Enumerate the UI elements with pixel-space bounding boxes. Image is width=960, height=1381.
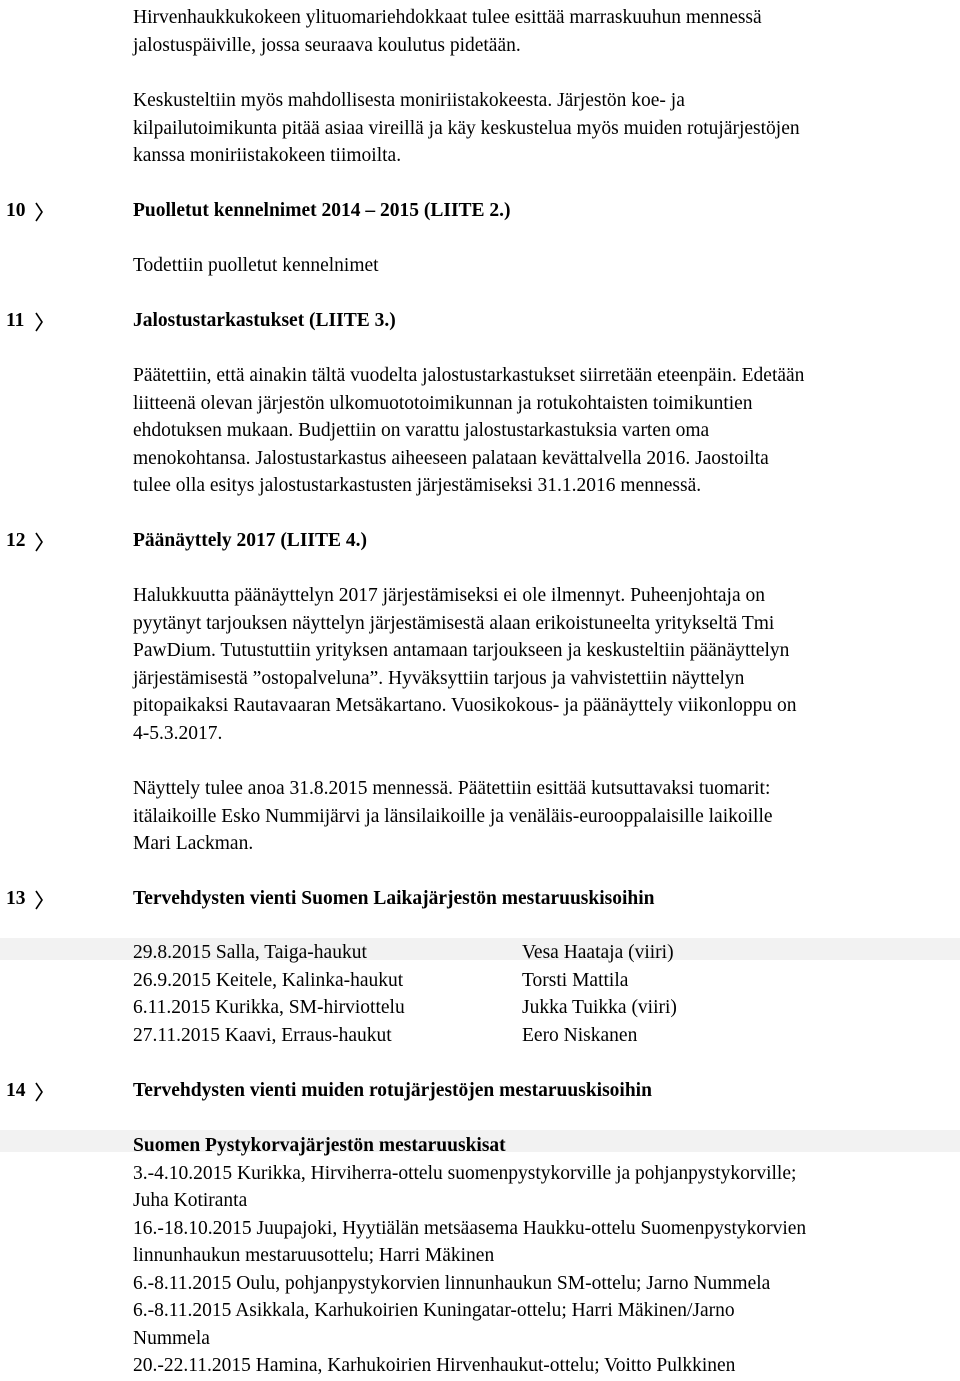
section-14-heading bbox=[0, 1077, 960, 1105]
section-symbol-icon bbox=[33, 531, 45, 553]
text-line: menokohtansa. Jalostustarkastus aiheeseen palataan kevättalvella 2016. Jaostoilta bbox=[133, 447, 769, 469]
person-cell: Vesa Haataja (viiri) bbox=[522, 942, 674, 963]
text-line: Juha Kotiranta bbox=[133, 1190, 248, 1211]
text-line: Todettiin puolletut kennelnimet bbox=[133, 255, 379, 276]
text-line: Nummela bbox=[133, 1327, 210, 1349]
text-line: Mari Lackman. bbox=[133, 833, 254, 854]
championship-greetings-table bbox=[133, 939, 958, 1049]
text-line: 20.-22.11.2015 Hamina, Karhukoirien Hirvenhaukut-ottelu; Voitto Pulkkinen bbox=[133, 1355, 736, 1376]
text-line: järjestämisestä ”ostopalveluna”. Hyväksyttiin tarjous ja vahvistettiin näyttelyn bbox=[133, 667, 745, 689]
section-number: 10 bbox=[6, 200, 26, 221]
text-line: liitteenä olevan järjestön ulkomuototoimikunnan ja rotukohtaisten toimikuntien bbox=[133, 392, 753, 414]
section-title: Päänäyttely 2017 (LIITE 4.) bbox=[133, 530, 367, 551]
person-cell: Jukka Tuikka (viiri) bbox=[522, 997, 677, 1018]
text-line: pyytänyt tarjouksen näyttelyn järjestämisestä alaan erikoistuneelta yritykseltä Tmi bbox=[133, 612, 775, 634]
section-title: Tervehdysten vienti muiden rotujärjestöjen mestaruuskisoihin bbox=[133, 1080, 652, 1101]
text-line: Keskusteltiin myös mahdollisesta moniriistakokeesta. Järjestön koe- ja bbox=[133, 90, 685, 111]
section-symbol-icon bbox=[33, 311, 45, 333]
text-line: 4-5.3.2017. bbox=[133, 722, 223, 744]
text-line: kanssa moniriistakokeen tiimoilta. bbox=[133, 145, 402, 166]
section-14-body bbox=[133, 1132, 958, 1380]
section-symbol-icon bbox=[33, 889, 45, 911]
event-cell: 6.11.2015 Kurikka, SM-hirviottelu bbox=[133, 997, 405, 1018]
person-cell: Eero Niskanen bbox=[522, 1024, 638, 1046]
section-12-body-1 bbox=[133, 582, 958, 747]
section-11-body bbox=[133, 362, 958, 500]
section-title: Jalostustarkastukset (LIITE 3.) bbox=[133, 310, 396, 331]
text-line: ehdotuksen mukaan. Budjettiin on varattu jalostustarkastuksia varten oma bbox=[133, 420, 710, 441]
text-line: linnunhaukun mestaruusottelu; Harri Mäkinen bbox=[133, 1245, 495, 1266]
text-line: 6.-8.11.2015 Asikkala, Karhukoirien Kuningatar-ottelu; Harri Mäkinen/Jarno bbox=[133, 1300, 735, 1321]
intro-paragraph-2 bbox=[133, 87, 958, 170]
section-10-heading bbox=[0, 197, 960, 225]
person-cell: Torsti Mattila bbox=[522, 969, 629, 991]
text-line: 16.-18.10.2015 Juupajoki, Hyytiälän metsäasema Haukku-ottelu Suomenpystykorvien bbox=[133, 1217, 807, 1239]
section-number: 14 bbox=[6, 1080, 26, 1101]
event-cell: 29.8.2015 Salla, Taiga-haukut bbox=[133, 942, 367, 963]
section-13-heading bbox=[0, 885, 960, 913]
section-12-body-2 bbox=[133, 775, 958, 858]
text-line: Näyttely tulee anoa 31.8.2015 mennessä. Päätettiin esittää kutsuttavaksi tuomarit: bbox=[133, 778, 771, 799]
section-number: 13 bbox=[6, 888, 26, 909]
table-row bbox=[133, 939, 958, 967]
section-title: Puolletut kennelnimet 2014 – 2015 (LIITE 2.) bbox=[133, 200, 511, 221]
intro-paragraph-1 bbox=[133, 4, 958, 59]
section-symbol-icon bbox=[33, 201, 45, 223]
text-line: 6.-8.11.2015 Oulu, pohjanpystykorvien linnunhaukun SM-ottelu; Jarno Nummela bbox=[133, 1272, 771, 1294]
section-number: 11 bbox=[6, 310, 25, 331]
text-line: PawDium. Tutustuttiin yrityksen antamaan tarjoukseen ja keskusteltiin päänäyttelyn bbox=[133, 640, 790, 661]
table-row bbox=[133, 994, 958, 1022]
text-line: Hirvenhaukkukokeen ylituomariehdokkaat tulee esittää marraskuuhun mennessä bbox=[133, 7, 762, 28]
table-row bbox=[133, 1022, 958, 1050]
event-cell: 27.11.2015 Kaavi, Erraus-haukut bbox=[133, 1024, 392, 1046]
table-row bbox=[133, 967, 958, 995]
section-symbol-icon bbox=[33, 1081, 45, 1103]
section-title: Tervehdysten vienti Suomen Laikajärjestön mestaruuskisoihin bbox=[133, 888, 655, 909]
subheading: Suomen Pystykorvajärjestön mestaruuskisat bbox=[133, 1135, 506, 1156]
text-line: Päätettiin, että ainakin tältä vuodelta jalostustarkastukset siirretään eteenpäin. Edetään bbox=[133, 365, 805, 386]
text-line: pitopaikaksi Rautavaaran Metsäkartano. Vuosikokous- ja päänäyttely viikonloppu on bbox=[133, 695, 797, 716]
section-10-body bbox=[133, 252, 958, 280]
text-line: itälaikoille Esko Nummijärvi ja länsilaikoille ja venäläis-eurooppalaisille laikoille bbox=[133, 805, 773, 827]
section-11-heading bbox=[0, 307, 960, 335]
text-line: kilpailutoimikunta pitää asiaa vireillä ja käy keskustelua myös muiden rotujärjestöjen bbox=[133, 117, 800, 139]
text-line: Halukkuutta päänäyttelyn 2017 järjestämiseksi ei ole ilmennyt. Puheenjohtaja on bbox=[133, 585, 765, 606]
text-line: tulee olla esitys jalostustarkastusten järjestämiseksi 31.1.2016 mennessä. bbox=[133, 475, 702, 496]
text-line: jalostuspäiville, jossa seuraava koulutus pidetään. bbox=[133, 34, 521, 56]
section-number: 12 bbox=[6, 530, 26, 551]
text-line: 3.-4.10.2015 Kurikka, Hirviherra-ottelu suomenpystykorville ja pohjanpystykorville; bbox=[133, 1162, 797, 1184]
section-12-heading bbox=[0, 527, 960, 555]
event-cell: 26.9.2015 Keitele, Kalinka-haukut bbox=[133, 969, 404, 991]
